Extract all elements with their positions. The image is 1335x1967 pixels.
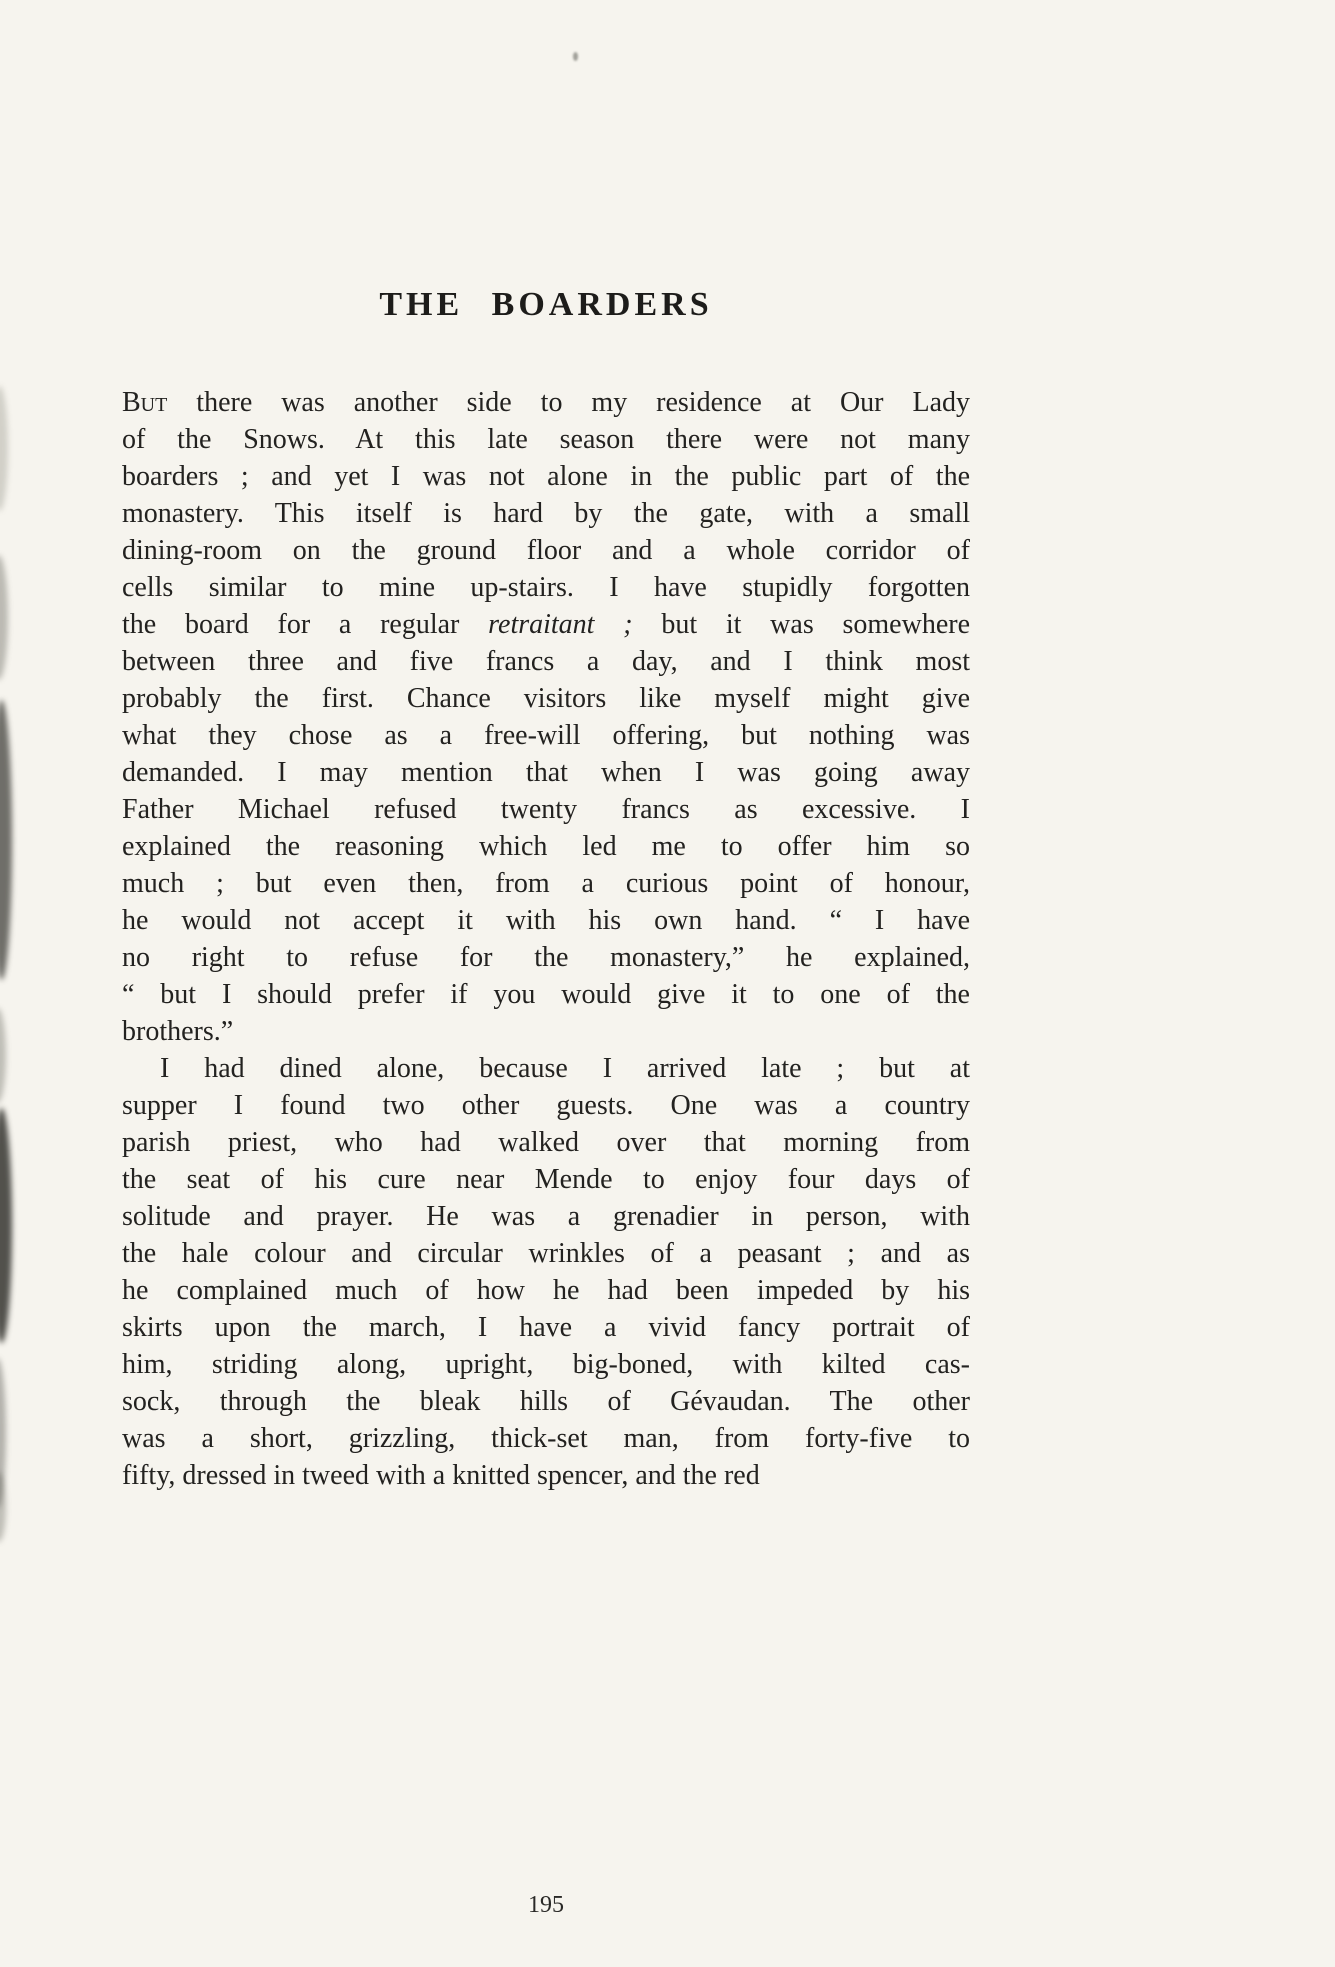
scan-artifact — [0, 555, 8, 680]
text-line — [122, 421, 970, 458]
text-run: of the Snows. At this late season there were not many — [122, 424, 970, 455]
text-line — [122, 384, 970, 421]
text-run: sock, through the bleak hills of Gévaudan. The other — [122, 1386, 970, 1417]
text-line — [122, 1161, 970, 1198]
text-run: the board for a regular — [122, 609, 489, 640]
text-line — [122, 532, 970, 569]
text-run: him, striding along, upright, big-boned, with kilted cas- — [122, 1349, 970, 1380]
text-run: much ; but even then, from a curious point of honour, — [122, 868, 970, 899]
text-line — [122, 865, 970, 902]
text-body — [122, 384, 970, 1494]
text-run: “ but I should prefer if you would give it to one of the — [122, 979, 970, 1010]
text-line — [122, 1383, 970, 1420]
paragraph — [122, 384, 970, 1050]
text-line — [122, 680, 970, 717]
text-line — [122, 791, 970, 828]
scan-artifact — [0, 1472, 6, 1542]
text-run: he would not accept it with his own hand. “ I have — [122, 905, 970, 936]
text-line — [122, 569, 970, 606]
text-run: explained the reasoning which led me to offer him so — [122, 831, 970, 862]
text-line — [122, 1346, 970, 1383]
text-line — [122, 902, 970, 939]
text-run: boarders ; and yet I was not alone in the public part of the — [122, 461, 970, 492]
text-line — [122, 1457, 970, 1494]
text-run: between three and five francs a day, and I think most — [122, 646, 970, 677]
text-line — [122, 458, 970, 495]
text-run: what they chose as a free-will offering, but nothing was — [122, 720, 970, 751]
text-run: dining-room on the ground floor and a whole corridor of — [122, 535, 970, 566]
italic-run: retraitant ; — [488, 609, 633, 640]
text-line — [122, 1013, 970, 1050]
text-run: fifty, dressed in tweed with a knitted spencer, and the red — [122, 1460, 760, 1491]
text-line — [122, 495, 970, 532]
text-line — [122, 976, 970, 1013]
text-run: no right to refuse for the monastery,” he explained, — [122, 942, 970, 973]
text-run: but it was somewhere — [632, 609, 970, 640]
text-run: monastery. This itself is hard by the gate, with a small — [122, 498, 970, 529]
text-run: cells similar to mine up-stairs. I have stupidly forgotten — [122, 572, 970, 603]
scan-artifact — [0, 1008, 6, 1103]
text-line — [122, 1198, 970, 1235]
scan-artifact — [0, 700, 12, 980]
text-line — [122, 1309, 970, 1346]
text-run: solitude and prayer. He was a grenadier in person, with — [122, 1201, 970, 1232]
text-run: skirts upon the march, I have a vivid fancy portrait of — [122, 1312, 970, 1343]
page-number: 195 — [528, 1892, 564, 1918]
text-line — [122, 1124, 970, 1161]
text-run: probably the first. Chance visitors like myself might give — [122, 683, 970, 714]
scan-artifact — [0, 386, 8, 511]
text-line — [122, 606, 970, 643]
text-run: the seat of his cure near Mende to enjoy four days of — [122, 1164, 970, 1195]
text-line — [122, 828, 970, 865]
text-run: he complained much of how he had been impeded by his — [122, 1275, 970, 1306]
text-run: was a short, grizzling, thick-set man, from forty-five to — [122, 1423, 970, 1454]
text-run: I had dined alone, because I arrived late ; but at — [160, 1053, 970, 1084]
scan-artifact — [0, 1108, 12, 1343]
page-title: THE BOARDERS — [379, 286, 713, 323]
text-line — [122, 717, 970, 754]
text-run: brothers.” — [122, 1016, 234, 1047]
text-line — [122, 1272, 970, 1309]
text-line — [122, 1087, 970, 1124]
text-line — [122, 1235, 970, 1272]
text-run: demanded. I may mention that when I was going away — [122, 757, 970, 788]
scan-artifact — [573, 52, 578, 61]
text-line — [122, 1420, 970, 1457]
text-run: the hale colour and circular wrinkles of a peasant ; and as — [122, 1238, 970, 1269]
scan-artifact — [0, 1358, 6, 1508]
text-line — [122, 643, 970, 680]
text-run: parish priest, who had walked over that morning from — [122, 1127, 970, 1158]
text-run: there was another side to my residence at Our Lady — [167, 387, 970, 418]
text-run: Father Michael refused twenty francs as excessive. I — [122, 794, 970, 825]
text-line — [122, 939, 970, 976]
paragraph — [122, 1050, 970, 1494]
text-run: supper I found two other guests. One was a country — [122, 1090, 970, 1121]
smallcaps-run: But — [122, 387, 168, 418]
text-line — [122, 1050, 970, 1087]
text-line — [122, 754, 970, 791]
